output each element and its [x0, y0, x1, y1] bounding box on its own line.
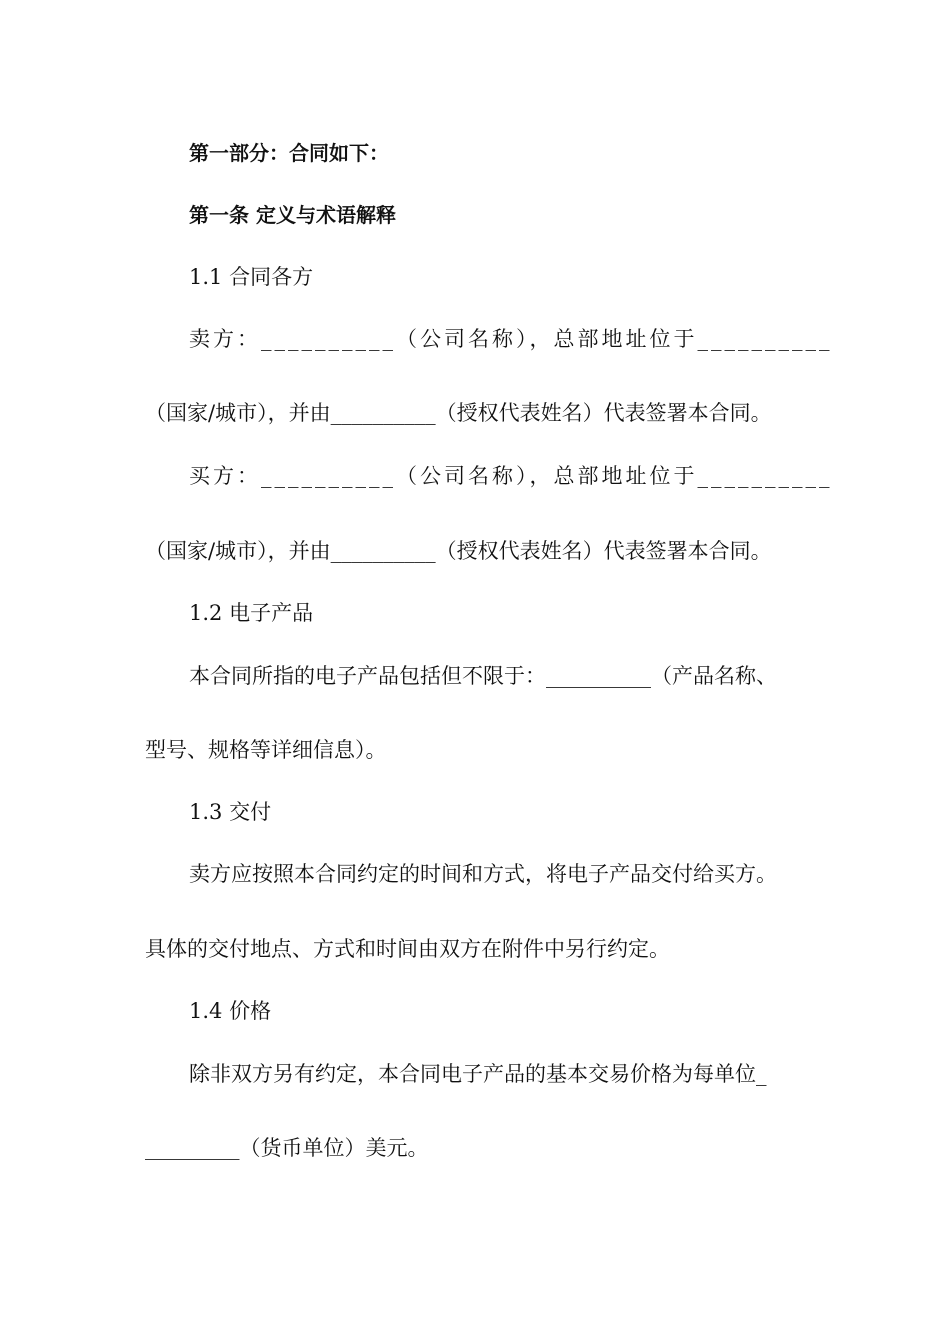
part-heading: 第一部分：合同如下： — [189, 141, 389, 165]
buyer-line-1: 买方：__________（公司名称），总部地址位于__________ — [189, 464, 833, 488]
article-heading: 第一条 定义与术语解释 — [189, 203, 396, 227]
seller-line-1: 卖方：__________（公司名称），总部地址位于__________ — [189, 327, 833, 351]
section-1-4-title: 1.4 价格 — [189, 999, 272, 1023]
section-1-2-title: 1.2 电子产品 — [189, 601, 314, 625]
price-line-1: 除非双方另有约定，本合同电子产品的基本交易价格为每单位_ — [189, 1062, 767, 1086]
section-1-3-title: 1.3 交付 — [189, 800, 272, 824]
seller-line-2: （国家/城市），并由__________（授权代表姓名）代表签署本合同。 — [145, 401, 772, 425]
section-1-1-title: 1.1 合同各方 — [189, 265, 314, 289]
product-line-1: 本合同所指的电子产品包括但不限于：__________（产品名称、 — [189, 664, 777, 688]
product-line-2: 型号、规格等详细信息）。 — [145, 738, 387, 762]
price-line-2: _________（货币单位）美元。 — [145, 1136, 429, 1160]
delivery-line-2: 具体的交付地点、方式和时间由双方在附件中另行约定。 — [145, 937, 670, 961]
buyer-line-2: （国家/城市），并由__________（授权代表姓名）代表签署本合同。 — [145, 539, 772, 563]
delivery-line-1: 卖方应按照本合同约定的时间和方式，将电子产品交付给买方。 — [189, 862, 777, 886]
